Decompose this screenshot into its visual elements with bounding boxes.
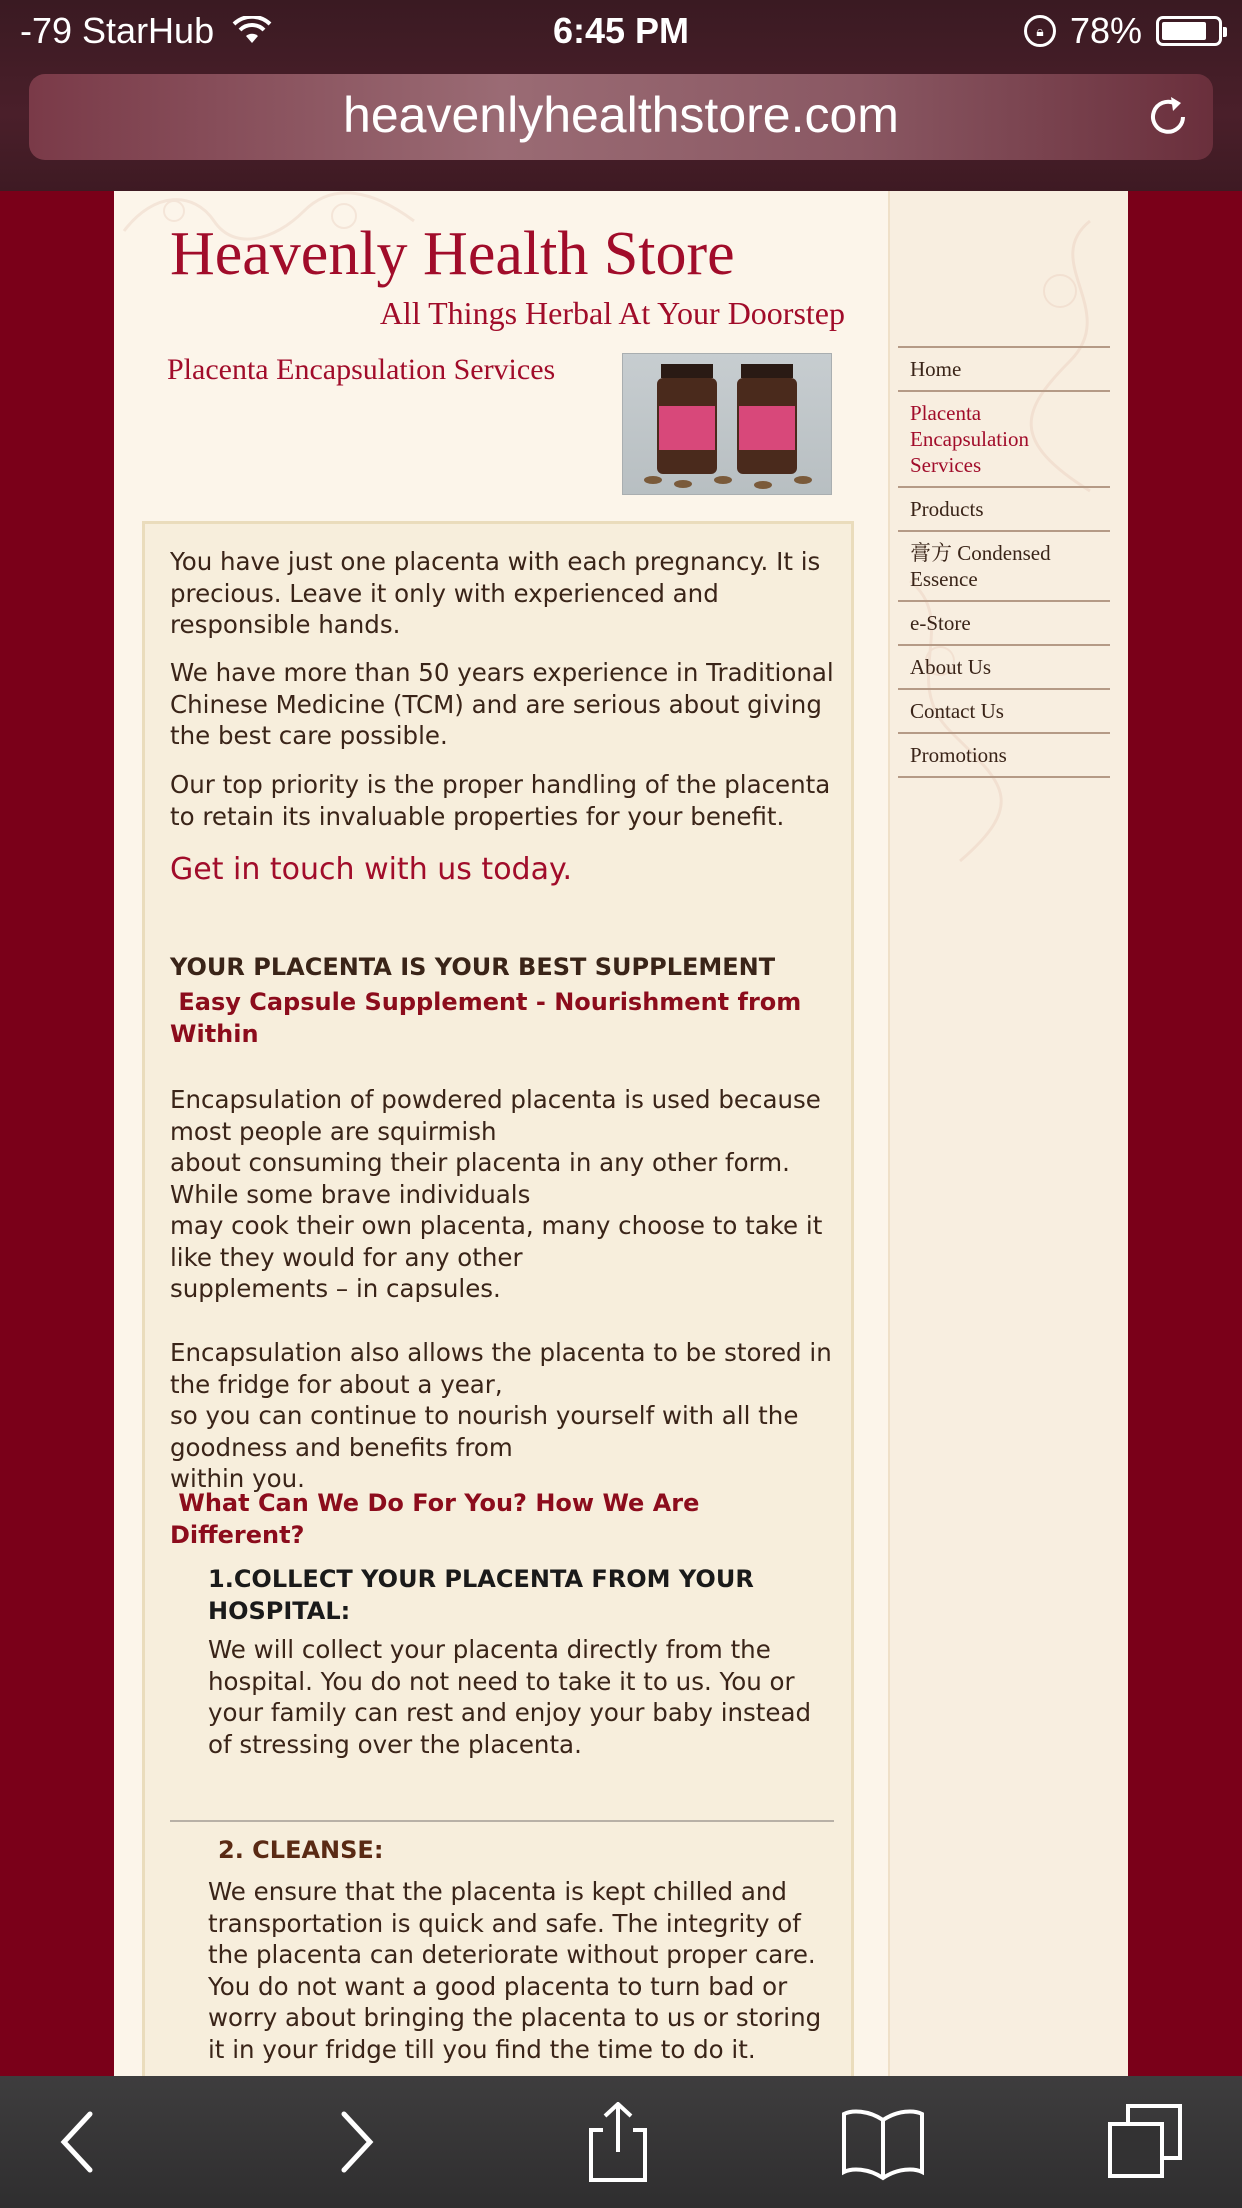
nav-item-about[interactable]: About Us	[898, 646, 1110, 690]
storage-paragraph	[170, 1337, 834, 1495]
step1-body: We will collect your placenta directly from the hospital. You do not need to take it to us. You or your family can rest and enjoy your baby instead of stressing over the placenta.	[208, 1635, 812, 1759]
nav-item-placenta[interactable]: Placenta Encapsulation Services	[898, 392, 1110, 488]
intro-paragraph: You have just one placenta with each pregnancy. It is precious. Leave it only with experienced and responsible hands.	[170, 547, 821, 639]
browser-toolbar	[0, 2076, 1242, 2208]
tabs-icon[interactable]	[1100, 2102, 1190, 2182]
text-line: supplements – in capsules.	[170, 1274, 501, 1303]
side-nav	[898, 346, 1110, 778]
what-we-do-heading-text: What Can We Do For You? How We Are Different?	[170, 1489, 700, 1549]
experience-paragraph: We have more than 50 years experience in Traditional Chinese Medicine (TCM) and are serious about giving the best care possible.	[170, 658, 834, 750]
contact-cta-link[interactable]: Get in touch with us today.	[170, 852, 572, 887]
easy-capsule-heading	[170, 987, 834, 1050]
rotation-lock-icon: 🔒︎	[1024, 15, 1056, 47]
sidebar	[888, 191, 1128, 2076]
address-bar[interactable]	[29, 74, 1213, 160]
reload-icon[interactable]	[1145, 94, 1191, 140]
text-line: so you can continue to nourish yourself with all the goodness and benefits from	[170, 1401, 799, 1462]
supplement-heading: YOUR PLACENTA IS YOUR BEST SUPPLEMENT	[170, 953, 776, 981]
status-bar	[0, 0, 1242, 62]
encapsulation-paragraph	[170, 1084, 834, 1305]
text-line: within you.	[170, 1464, 305, 1493]
text-line: about consuming their placenta in any other form. While some brave individuals	[170, 1148, 790, 1209]
step2-heading: 2. CLEANSE:	[218, 1836, 384, 1864]
battery-percent: 78%	[1069, 10, 1142, 51]
step2-body: We ensure that the placenta is kept chilled and transportation is quick and safe. The integrity of the placenta can deteriorate without proper care. You do not want a good placenta to turn bad or worry about bringing the placenta to us or storing it in your fridge till you find the time to do it.	[208, 1877, 822, 2064]
battery-icon	[1156, 16, 1222, 46]
easy-capsule-heading-text: Easy Capsule Supplement - Nourishment from Within	[170, 988, 802, 1048]
page-title: Placenta Encapsulation Services	[167, 353, 556, 386]
nav-item-estore[interactable]: e-Store	[898, 602, 1110, 646]
text-line: Encapsulation also allows the placenta to be stored in the fridge for about a year,	[170, 1338, 832, 1399]
clock: 6:45 PM	[552, 10, 690, 51]
nav-item-contact[interactable]: Contact Us	[898, 690, 1110, 734]
what-we-do-heading	[170, 1488, 834, 1551]
site-tagline: All Things Herbal At Your Doorstep	[379, 295, 845, 331]
nav-item-home[interactable]: Home	[898, 348, 1110, 392]
bookmarks-icon[interactable]	[838, 2102, 928, 2182]
carrier-label: -79 StarHub	[20, 10, 215, 51]
text-line: Encapsulation of powdered placenta is used because most people are squirmish	[170, 1085, 821, 1146]
product-image	[622, 353, 832, 495]
priority-paragraph: Our top priority is the proper handling of the placenta to retain its invaluable properties for your benefit.	[170, 770, 831, 831]
web-page	[114, 191, 1128, 2076]
divider	[170, 1820, 834, 1822]
nav-item-promotions[interactable]: Promotions	[898, 734, 1110, 778]
nav-item-products[interactable]: Products	[898, 488, 1110, 532]
main-column	[114, 191, 887, 2076]
url-text[interactable]: heavenlyhealthstore.com	[343, 87, 899, 143]
browser-top-chrome	[0, 0, 1242, 191]
capsule-bottles-image	[623, 354, 831, 494]
share-icon[interactable]	[573, 2102, 663, 2182]
nav-item-condensed-essence[interactable]: 膏方 Condensed Essence	[898, 532, 1110, 602]
step1-heading: 1.COLLECT YOUR PLACENTA FROM YOUR HOSPITAL:	[208, 1565, 754, 1625]
site-title[interactable]: Heavenly Health Store	[170, 220, 735, 288]
forward-icon[interactable]	[310, 2102, 400, 2182]
content-panel	[142, 521, 854, 2076]
back-icon[interactable]	[34, 2102, 124, 2182]
text-line: may cook their own placenta, many choose to take it like they would for any other	[170, 1211, 823, 1272]
